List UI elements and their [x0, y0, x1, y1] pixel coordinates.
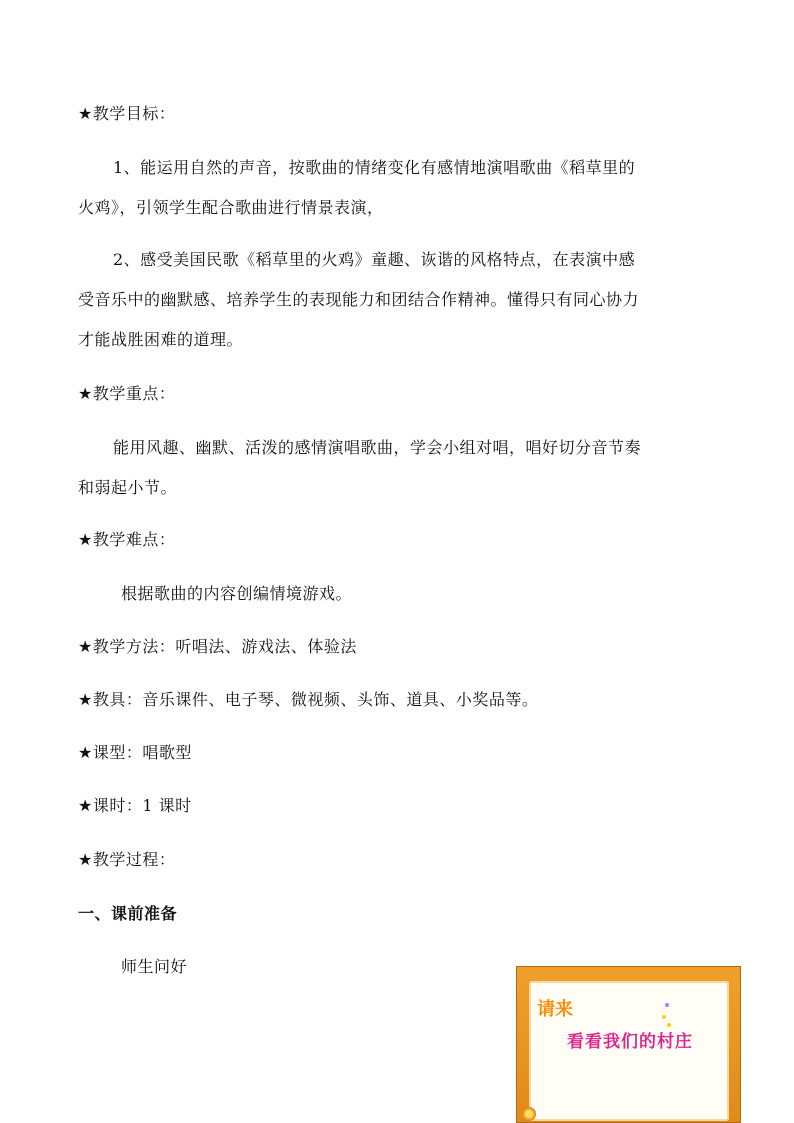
key-points-heading [78, 384, 175, 404]
star-icon: ★ [78, 743, 93, 762]
difficulties-line1: 根据歌曲的内容创编情境游戏。 [121, 584, 353, 603]
part1-line1: 师生问好 [121, 957, 188, 976]
star-icon: ★ [78, 637, 93, 656]
sparkle-icon [667, 1023, 671, 1027]
type-line [78, 743, 192, 763]
sparkle-icon [665, 1003, 669, 1007]
goals-item1-line1: 1、能运用自然的声音，按歌曲的情绪变化有感情地演唱歌曲《稻草里的 [113, 158, 636, 177]
process-text: 教学过程： [92, 850, 176, 869]
goals-heading [78, 104, 175, 124]
hours-text: 课时：1 课时 [92, 796, 192, 815]
star-icon: ★ [78, 384, 93, 403]
goals-item2-line3: 才能战胜困难的道理。 [78, 330, 244, 349]
key-points-line2: 和弱起小节。 [78, 478, 178, 497]
tools-line [78, 690, 538, 710]
hours-line [78, 796, 192, 816]
tools-text: 教具：音乐课件、电子琴、微视频、头饰、道具、小奖品等。 [92, 690, 539, 709]
star-icon: ★ [78, 104, 93, 123]
goals-title: 教学目标： [92, 104, 176, 123]
goals-item1-line2: 火鸡》，引领学生配合歌曲进行情景表演， [78, 198, 384, 217]
slide-thumbnail [516, 966, 741, 1123]
part1-heading: 一、课前准备 [78, 904, 178, 923]
key-points-line1: 能用风趣、幽默、活泼的感情演唱歌曲，学会小组对唱，唱好切分音节奏 [113, 438, 642, 457]
slide-title-line1: 请来 [537, 999, 573, 1020]
difficulties-title: 教学难点： [92, 530, 176, 549]
goals-item2-line1: 2、感受美国民歌《稻草里的火鸡》童趣、诙谐的风格特点，在表演中感 [113, 250, 636, 269]
star-icon: ★ [78, 850, 93, 869]
slide-title-line2: 看看我们的村庄 [567, 1032, 693, 1052]
type-text: 课型：唱歌型 [92, 743, 192, 762]
flower-icon [522, 1107, 536, 1121]
star-icon: ★ [78, 796, 93, 815]
difficulties-heading [78, 530, 175, 550]
goals-item2-line2: 受音乐中的幽默感、培养学生的表现能力和团结合作精神。懂得只有同心协力 [78, 290, 640, 309]
sparkle-icon [662, 1015, 666, 1019]
key-points-title: 教学重点： [92, 384, 176, 403]
process-line [78, 850, 175, 870]
methods-text: 教学方法：听唱法、游戏法、体验法 [92, 637, 357, 656]
methods-line [78, 637, 357, 657]
star-icon: ★ [78, 530, 93, 549]
star-icon: ★ [78, 690, 93, 709]
